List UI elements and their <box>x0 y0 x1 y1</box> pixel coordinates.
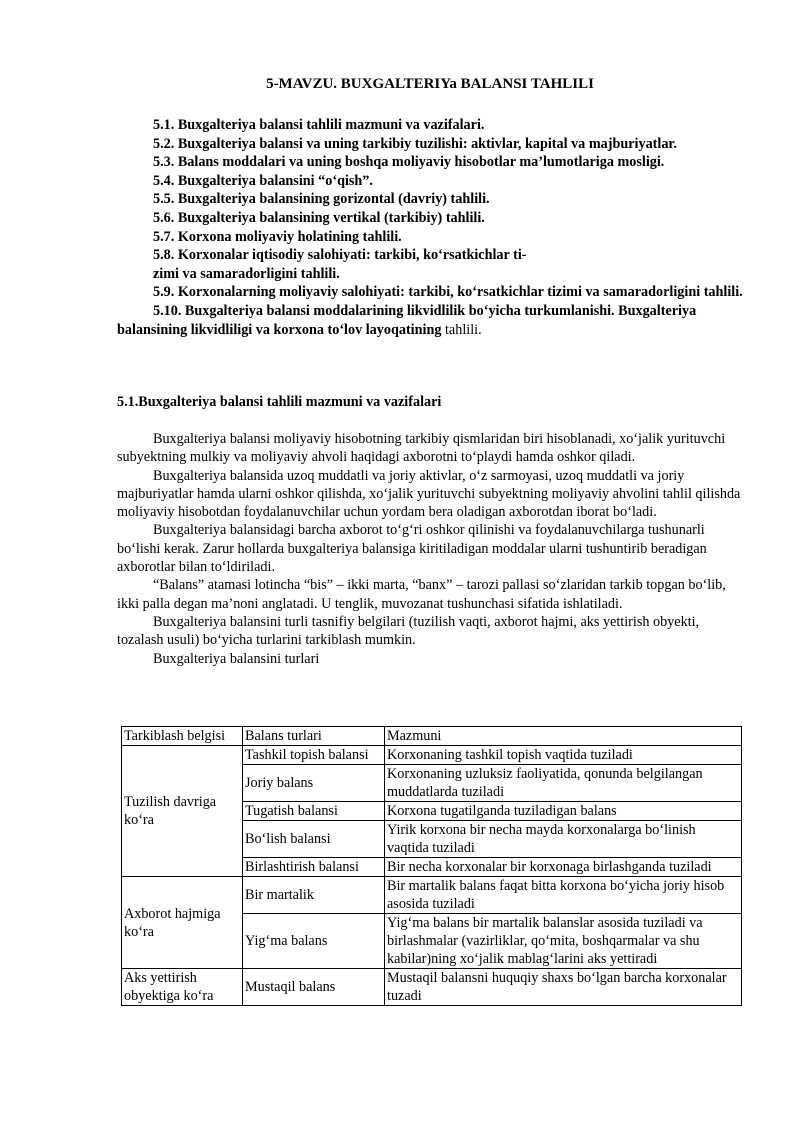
content-cell: Bir martalik balans faqat bitta korxona bo‘yicha joriy hisob asosida tuziladi <box>385 877 742 914</box>
toc-item: 5.3. Balans moddalari va uning boshqa moliyaviy hisobotlar ma’lumotlariga mosligi. <box>153 154 665 171</box>
type-cell: Yig‘ma balans <box>243 914 385 969</box>
group-cell: Tuzilish davriga ko‘ra <box>122 746 243 877</box>
toc-item: 5.4. Buxgalteriya balansini “o‘qish”. <box>153 172 373 189</box>
group-cell: Axborot hajmiga ko‘ra <box>122 877 243 969</box>
table-of-contents <box>117 116 743 339</box>
paragraph: “Balans” atamasi lotincha “bis” – ikki marta, “banx” – tarozi pallasi so‘zlaridan tarkib topgan bo‘lib, ikki palla degan ma’noni anglatadi. U tenglik, muvozanat tushunchasi sifatida ishlatiladi. <box>117 577 726 612</box>
type-cell: Tashkil topish balansi <box>243 746 385 765</box>
content-cell: Yig‘ma balans bir martalik balanslar asosida tuziladi va birlashmalar (vazirliklar, qo‘mita, boshqarmalar va shu kabilar)ning xo‘jalik mablag‘larini aks yettiradi <box>385 914 742 969</box>
type-cell: Mustaqil balans <box>243 969 385 1006</box>
toc-item <box>117 302 743 339</box>
toc-item: 5.1. Buxgalteriya balansi tahlili mazmuni va vazifalari. <box>153 117 485 133</box>
balance-types-table <box>121 726 742 1006</box>
paragraph: Buxgalteriya balansida uzoq muddatli va joriy aktivlar, o‘z sarmoyasi, uzoq muddatli va joriy majburiyatlar hamda ularni oshkor qilishda, xo‘jalik yurituvchi subyektning moliyaviy ahvolini tahlil qilishda moliyaviy hisobotdan foydalanuvchilar uchun yordam bera oladigan axborotdan iborat bo‘ladi. <box>117 467 741 521</box>
table-row <box>122 746 742 765</box>
type-cell: Joriy balans <box>243 765 385 802</box>
toc-item: 5.9. Korxonalarning moliyaviy salohiyati: tarkibi, ko‘rsatkichlar tizimi va samaradorligini tahlili. <box>153 284 743 301</box>
toc-item-normal: tahlili. <box>444 321 482 338</box>
toc-item: 5.5. Buxgalteriya balansining gorizontal (davriy) tahlili. <box>153 191 490 208</box>
group-cell: Aks yettirish obyektiga ko‘ra <box>122 969 243 1006</box>
section-heading: 5.1.Buxgalteriya balansi tahlili mazmuni va vazifalari <box>117 394 442 410</box>
body-text <box>117 430 743 668</box>
toc-item: 5.8. Korxonalar iqtisodiy salohiyati: tarkibi, ko‘rsatkichlar ti- <box>153 247 527 264</box>
table-header-cell: Mazmuni <box>385 727 742 746</box>
content-cell: Mustaqil balansni huquqiy shaxs bo‘lgan barcha korxonalar tuzadi <box>385 969 742 1006</box>
table-row <box>122 877 742 914</box>
table-header-row <box>122 727 742 746</box>
paragraph: Buxgalteriya balansini turli tasnifiy belgilari (tuzilish vaqti, axborot hajmi, aks yettirish obyekti, tozalash usuli) bo‘yicha turlarini tarkiblash mumkin. <box>117 613 700 649</box>
type-cell: Bo‘lish balansi <box>243 821 385 858</box>
toc-item-bold: 5.10. Buxgalteriya balansi moddalarining likvidlilik bo‘yicha turkumlanishi. Buxgalteriya balansining likvidliligi va korxona to‘lov layoqatining <box>117 302 697 338</box>
content-cell: Yirik korxona bir necha mayda korxonalarga bo‘linish vaqtida tuziladi <box>385 821 742 858</box>
content-cell: Korxona tugatilganda tuziladigan balans <box>385 802 742 821</box>
content-cell: Korxonaning uzluksiz faoliyatida, qonunda belgilangan muddatlarda tuziladi <box>385 765 742 802</box>
type-cell: Bir martalik <box>243 877 385 914</box>
content-cell: Korxonaning tashkil topish vaqtida tuziladi <box>385 746 742 765</box>
document-title: 5-MAVZU. BUXGALTERIYa BALANSI TAHLILI <box>266 76 594 92</box>
toc-item: 5.7. Korxona moliyaviy holatining tahlili. <box>153 228 402 245</box>
table-header-cell: Balans turlari <box>243 727 385 746</box>
table-caption: Buxgalteriya balansini turlari <box>153 650 320 667</box>
toc-item: 5.2. Buxgalteriya balansi va uning tarkibiy tuzilishi: aktivlar, kapital va majburiyatlar. <box>153 135 677 152</box>
toc-item: 5.6. Buxgalteriya balansining vertikal (tarkibiy) tahlili. <box>153 209 485 226</box>
table-header-cell: Tarkiblash belgisi <box>122 727 243 746</box>
content-cell: Bir necha korxonalar bir korxonaga birlashganda tuziladi <box>385 858 742 877</box>
toc-item: zimi va samaradorligini tahlili. <box>153 265 340 282</box>
paragraph: Buxgalteriya balansi moliyaviy hisobotning tarkibiy qismlaridan biri hisoblanadi, xo‘jalik yurituvchi subyektning mulkiy va moliyaviy ahvoli haqidagi axborotni to‘playdi hamda oshkor qiladi. <box>117 431 726 466</box>
paragraph: Buxgalteriya balansidagi barcha axborot to‘g‘ri oshkor qilinishi va foydalanuvchilarga tushunarli bo‘lishi kerak. Zarur hollarda buxgalteriya balansiga kiritiladigan moddalar ularni tushuntirib beradigan axborotlar bilan to‘ldiriladi. <box>117 522 707 576</box>
table-row <box>122 969 742 1006</box>
type-cell: Tugatish balansi <box>243 802 385 821</box>
type-cell: Birlashtirish balansi <box>243 858 385 877</box>
